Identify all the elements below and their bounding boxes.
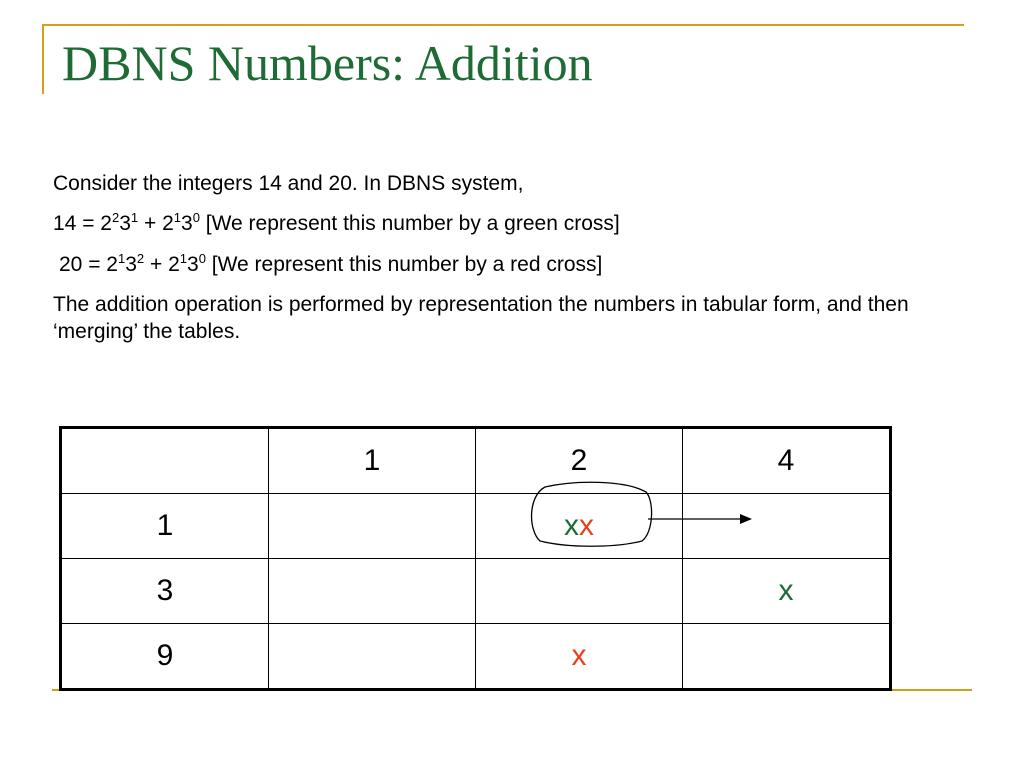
col-header-2: 2 <box>476 428 683 494</box>
row-label-9: 9 <box>61 624 269 690</box>
line-14-base1: 3 <box>119 212 131 236</box>
red-cross: x <box>579 509 594 542</box>
line-20-exp1: 1 <box>117 250 126 266</box>
cell-r9-c4 <box>683 624 891 690</box>
frame-left-rule <box>42 24 44 94</box>
table-row <box>61 494 891 559</box>
cell-r3-c1 <box>269 559 476 624</box>
line-20-lhs: 20 = 2 <box>59 252 118 276</box>
header-corner <box>61 428 269 494</box>
cell-r3-c4 <box>683 559 891 624</box>
green-cross: x <box>564 509 579 542</box>
line-20-base2: 3 <box>187 252 199 276</box>
cell-r9-c1 <box>269 624 476 690</box>
cell-r9-c2 <box>476 624 683 690</box>
line-14-exp2: 1 <box>130 210 139 226</box>
line-14-base2: 3 <box>181 212 193 236</box>
addition-text: The addition operation is performed by representation the numbers in tabular form, and then ‘merging’ the tables. <box>53 292 909 344</box>
line-14-exp3: 1 <box>173 210 181 226</box>
frame-top-rule <box>42 24 964 26</box>
line-20-base1: 3 <box>125 252 137 276</box>
line-20-exp4: 0 <box>198 250 206 266</box>
row-label-1: 1 <box>61 494 269 559</box>
slide-body <box>53 170 953 358</box>
slide-title: DBNS Numbers: Addition <box>62 35 593 91</box>
red-cross: x <box>571 639 587 672</box>
line-20-plus: + 2 <box>144 252 180 276</box>
line-14-note: [We represent this number by a green cross] <box>199 212 620 236</box>
cell-r1-c1 <box>269 494 476 559</box>
col-header-1: 1 <box>269 428 476 494</box>
line-14-plus: + 2 <box>138 212 174 236</box>
cell-r1-c4 <box>683 494 891 559</box>
line-14-exp1: 2 <box>111 210 120 226</box>
green-cross: x <box>778 574 794 607</box>
intro-text: Consider the integers 14 and 20. In DBNS system, <box>53 172 524 195</box>
line-20-note: [We represent this number by a red cross] <box>205 252 603 276</box>
line-14 <box>53 210 953 237</box>
line-20-exp3: 1 <box>179 250 187 266</box>
table-header-row <box>61 428 891 494</box>
table-row <box>61 559 891 624</box>
line-20-exp2: 2 <box>136 250 145 266</box>
line-14-lhs: 14 = 2 <box>53 212 112 236</box>
line-20 <box>53 251 953 278</box>
col-header-4: 4 <box>683 428 891 494</box>
table-row <box>61 624 891 690</box>
cell-r1-c2 <box>476 494 683 559</box>
cell-r3-c2 <box>476 559 683 624</box>
dbns-table <box>59 426 892 691</box>
row-label-3: 3 <box>61 559 269 624</box>
line-14-exp4: 0 <box>192 210 200 226</box>
